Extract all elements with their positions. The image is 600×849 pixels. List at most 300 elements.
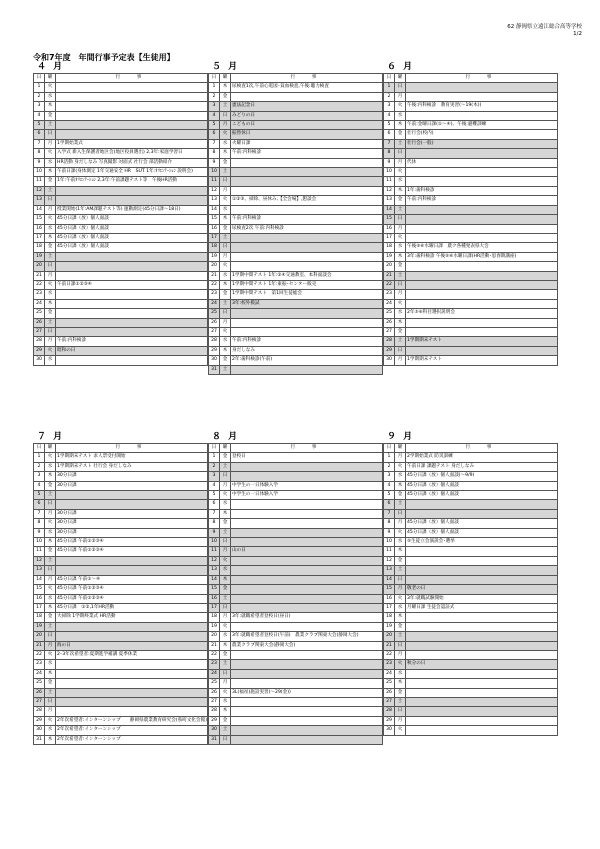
weekday-cell: 水 [220, 632, 231, 641]
table-row [384, 102, 558, 111]
month-title: ４ 月 [37, 62, 65, 72]
event-cell [406, 168, 558, 177]
day-cell: 30 [34, 726, 45, 735]
table-row [384, 472, 558, 481]
table-row [34, 519, 208, 528]
day-cell: 29 [384, 346, 395, 355]
month-table [208, 443, 383, 745]
day-cell: 19 [34, 252, 45, 261]
event-cell: 秋分の日 [406, 660, 558, 669]
weekday-cell: 木 [395, 318, 406, 327]
weekday-cell: 土 [45, 121, 56, 130]
table-row [209, 337, 383, 346]
weekday-cell: 土 [220, 299, 231, 308]
table-row [384, 453, 558, 462]
event-cell: HR活動 身だしなみ 写真撮影 対面式 社行会 部活動紹介 [56, 158, 208, 167]
weekday-cell: 火 [45, 346, 56, 355]
day-cell: 23 [209, 660, 220, 669]
weekday-cell: 木 [45, 669, 56, 678]
event-cell [231, 538, 383, 547]
day-cell: 10 [209, 168, 220, 177]
day-cell: 5 [34, 121, 45, 130]
weekday-cell: 火 [220, 556, 231, 565]
weekday-cell: 火 [220, 196, 231, 205]
event-cell [231, 566, 383, 575]
event-cell [406, 290, 558, 299]
event-cell [56, 327, 208, 336]
event-cell [56, 196, 208, 205]
event-cell: 敬老の日 [406, 585, 558, 594]
event-cell: 45分日課 午前①②③④ [56, 585, 208, 594]
event-cell [56, 491, 208, 500]
weekday-cell: 日 [220, 177, 231, 186]
event-cell [231, 622, 383, 631]
table-row [384, 481, 558, 490]
table-row [209, 365, 383, 374]
table-row [209, 566, 383, 575]
day-cell: 26 [34, 688, 45, 697]
day-cell: 27 [384, 327, 395, 336]
col-header-day: 日 [384, 444, 395, 453]
event-cell: 30分日課 [56, 528, 208, 537]
event-cell [231, 500, 383, 509]
day-cell: 31 [209, 365, 220, 374]
weekday-cell: 水 [220, 697, 231, 706]
day-cell: 17 [34, 233, 45, 242]
event-cell [231, 262, 383, 271]
table-row [384, 519, 558, 528]
table-row [384, 149, 558, 158]
event-cell: 午前:内科検診 [231, 215, 383, 224]
day-cell: 14 [384, 575, 395, 584]
table-row [209, 177, 383, 186]
weekday-cell: 月 [220, 481, 231, 490]
table-row [209, 538, 383, 547]
weekday-cell: 水 [220, 271, 231, 280]
table-row [34, 632, 208, 641]
event-cell: 30分日課 [56, 481, 208, 490]
col-header-weekday: 曜 [45, 444, 56, 453]
table-row [34, 252, 208, 261]
table-row [384, 669, 558, 678]
table-row [34, 735, 208, 744]
weekday-cell: 水 [45, 594, 56, 603]
day-cell: 23 [384, 290, 395, 299]
weekday-cell: 水 [45, 92, 56, 101]
event-cell [406, 622, 558, 631]
weekday-cell: 木 [45, 299, 56, 308]
weekday-cell: 水 [220, 566, 231, 575]
table-row [209, 575, 383, 584]
month-title: ９ 月 [387, 432, 415, 442]
table-row [384, 528, 558, 537]
table-row [384, 726, 558, 735]
col-header-event: 行 事 [231, 444, 383, 453]
table-row [384, 500, 558, 509]
weekday-cell: 木 [220, 215, 231, 224]
day-cell: 9 [384, 158, 395, 167]
day-cell: 24 [34, 299, 45, 308]
day-cell: 10 [34, 538, 45, 547]
event-cell [406, 177, 558, 186]
table-row [34, 707, 208, 716]
event-cell [231, 177, 383, 186]
col-header-day: 日 [209, 74, 220, 83]
day-cell: 29 [209, 346, 220, 355]
day-cell: 15 [34, 585, 45, 594]
event-cell: 45分日課（放）個人面談 [56, 215, 208, 224]
table-row [34, 243, 208, 252]
weekday-cell: 水 [45, 660, 56, 669]
table-row [34, 472, 208, 481]
weekday-cell: 火 [45, 83, 56, 92]
weekday-cell: 水 [395, 177, 406, 186]
table-row [209, 243, 383, 252]
day-cell: 28 [34, 707, 45, 716]
day-cell: 26 [209, 318, 220, 327]
weekday-cell: 日 [220, 243, 231, 252]
table-row [209, 603, 383, 612]
weekday-cell: 金 [45, 679, 56, 688]
weekday-cell: 金 [395, 688, 406, 697]
col-header-event: 行 事 [56, 74, 208, 83]
table-row [384, 575, 558, 584]
table-row [34, 290, 208, 299]
month-title: ８ 月 [212, 432, 240, 442]
day-cell: 27 [384, 697, 395, 706]
table-row [384, 243, 558, 252]
table-row [34, 556, 208, 565]
day-cell: 24 [209, 299, 220, 308]
day-cell: 9 [384, 528, 395, 537]
table-row [384, 233, 558, 242]
weekday-cell: 金 [220, 290, 231, 299]
event-cell [406, 641, 558, 650]
weekday-cell: 月 [220, 547, 231, 556]
day-cell: 25 [209, 679, 220, 688]
weekday-cell: 月 [395, 585, 406, 594]
table-row [34, 271, 208, 280]
event-cell: 尿検査1次,午前心電図･貧血検査,午後:聴力検査 [231, 83, 383, 92]
day-cell: 7 [34, 509, 45, 518]
day-cell: 22 [209, 280, 220, 289]
table-row [209, 356, 383, 365]
table-row [34, 575, 208, 584]
table-row [34, 688, 208, 697]
event-cell [231, 585, 383, 594]
table-row [384, 679, 558, 688]
weekday-cell: 金 [220, 356, 231, 365]
weekday-cell: 水 [395, 309, 406, 318]
school-name: 62 静岡県立遠江総合高等学校 [507, 24, 582, 30]
day-cell: 27 [34, 697, 45, 706]
day-cell: 19 [209, 252, 220, 261]
table-row [34, 262, 208, 271]
event-cell [406, 566, 558, 575]
table-row [209, 707, 383, 716]
day-cell: 7 [209, 509, 220, 518]
table-row [34, 139, 208, 148]
weekday-cell: 月 [45, 509, 56, 518]
weekday-cell: 土 [45, 688, 56, 697]
weekday-cell: 水 [220, 337, 231, 346]
weekday-cell: 日 [395, 346, 406, 355]
event-cell [231, 697, 383, 706]
event-cell [406, 215, 558, 224]
table-row [209, 519, 383, 528]
event-cell: 壮行会(一般) [406, 139, 558, 148]
weekday-cell: 土 [45, 186, 56, 195]
table-row [384, 697, 558, 706]
day-cell: 6 [209, 500, 220, 509]
weekday-cell: 土 [395, 566, 406, 575]
weekday-cell: 月 [220, 318, 231, 327]
event-cell [231, 679, 383, 688]
day-cell: 16 [384, 594, 395, 603]
event-cell [406, 224, 558, 233]
table-row [34, 318, 208, 327]
event-cell: 1年:午前ｵﾘｴﾝﾃｰｼｮﾝ 2,3年:午前課題テスト等 午後HR活動 [56, 177, 208, 186]
weekday-cell: 金 [220, 585, 231, 594]
weekday-cell: 木 [45, 735, 56, 744]
weekday-cell: 水 [45, 224, 56, 233]
day-cell: 24 [34, 669, 45, 678]
weekday-cell: 火 [220, 130, 231, 139]
weekday-cell: 金 [220, 519, 231, 528]
table-row [34, 92, 208, 101]
event-cell [406, 318, 558, 327]
day-cell: 3 [384, 472, 395, 481]
month-title: ６ 月 [387, 62, 415, 72]
table-header-row [209, 74, 383, 83]
event-cell: 入学式 新入生保護者地区会(地区役員選出) 2,3年:家庭学習日 [56, 149, 208, 158]
event-cell [231, 660, 383, 669]
weekday-cell: 日 [395, 215, 406, 224]
day-cell: 6 [384, 500, 395, 509]
day-cell: 28 [384, 337, 395, 346]
day-cell: 25 [34, 679, 45, 688]
day-cell: 10 [34, 168, 45, 177]
weekday-cell: 金 [45, 613, 56, 622]
event-cell: 1学期中間テスト 第1回生徒総会 [231, 290, 383, 299]
event-cell: 午前日課(身体測定 1年交通安全 HR SUT 1年:ｵﾘｴﾝﾃｰｼｮﾝ 説明会) [56, 168, 208, 177]
table-row [384, 121, 558, 130]
weekday-cell: 月 [395, 519, 406, 528]
table-row [34, 121, 208, 130]
col-header-day: 日 [384, 74, 395, 83]
weekday-cell: 火 [395, 102, 406, 111]
weekday-cell: 火 [45, 215, 56, 224]
event-cell: 身だしなみ [231, 346, 383, 355]
weekday-cell: 水 [395, 111, 406, 120]
day-cell: 26 [34, 318, 45, 327]
table-row [34, 149, 208, 158]
table-row [34, 309, 208, 318]
weekday-cell: 月 [395, 224, 406, 233]
table-row [34, 528, 208, 537]
event-cell [406, 556, 558, 565]
event-cell: 午後⑤⑥水曜日課 農ク各種発表県大会 [406, 243, 558, 252]
day-cell: 3 [34, 472, 45, 481]
day-cell: 19 [209, 622, 220, 631]
event-cell: 農業クラブ関東大会(静岡大会) [231, 641, 383, 650]
weekday-cell: 月 [45, 205, 56, 214]
day-cell: 25 [384, 309, 395, 318]
day-cell: 2 [209, 462, 220, 471]
table-row [384, 491, 558, 500]
weekday-cell: 木 [220, 575, 231, 584]
col-header-event: 行 事 [56, 444, 208, 453]
table-row [384, 632, 558, 641]
weekday-cell: 土 [220, 365, 231, 374]
event-cell [56, 688, 208, 697]
day-cell: 18 [34, 613, 45, 622]
table-row [34, 669, 208, 678]
weekday-cell: 月 [45, 139, 56, 148]
weekday-cell: 土 [395, 697, 406, 706]
weekday-cell: 木 [220, 509, 231, 518]
day-cell: 28 [384, 707, 395, 716]
event-cell: 45分日課（放）個人面談 [56, 224, 208, 233]
weekday-cell: 日 [45, 130, 56, 139]
event-cell [56, 83, 208, 92]
day-cell: 18 [209, 243, 220, 252]
day-cell: 6 [34, 130, 45, 139]
event-cell: 45分日課（放）個人面談 [56, 243, 208, 252]
day-cell: 23 [34, 290, 45, 299]
weekday-cell: 木 [220, 641, 231, 650]
col-header-weekday: 曜 [220, 444, 231, 453]
event-cell: 海の日 [56, 641, 208, 650]
event-cell: 午前日課①②③④ [56, 280, 208, 289]
day-cell: 8 [34, 519, 45, 528]
day-cell: 5 [384, 491, 395, 500]
event-cell: 30分日課 [56, 472, 208, 481]
event-cell [406, 688, 558, 697]
table-row [209, 669, 383, 678]
table-row [209, 594, 383, 603]
weekday-cell: 日 [395, 707, 406, 716]
day-cell: 16 [384, 224, 395, 233]
event-cell: 午後:内科検診 教育実習(～19(木)) [406, 102, 558, 111]
weekday-cell: 火 [45, 149, 56, 158]
table-row [34, 622, 208, 631]
table-row [209, 472, 383, 481]
weekday-cell: 日 [395, 509, 406, 518]
day-cell: 30 [384, 356, 395, 365]
day-cell: 4 [209, 111, 220, 120]
day-cell: 4 [34, 111, 45, 120]
table-row [384, 327, 558, 336]
table-row [384, 309, 558, 318]
weekday-cell: 日 [220, 472, 231, 481]
event-cell [231, 509, 383, 518]
table-row [384, 205, 558, 214]
weekday-cell: 火 [45, 585, 56, 594]
event-cell [406, 111, 558, 120]
event-cell: 45分日課（放）個人面談(～9/9) [406, 472, 558, 481]
table-row [384, 111, 558, 120]
table-row [34, 356, 208, 365]
weekday-cell: 木 [395, 186, 406, 195]
event-cell [56, 622, 208, 631]
school-header [507, 24, 582, 38]
weekday-cell: 金 [395, 556, 406, 565]
event-cell [406, 697, 558, 706]
month-block [33, 432, 208, 745]
table-row [34, 111, 208, 120]
weekday-cell: 日 [45, 262, 56, 271]
weekday-cell: 土 [220, 660, 231, 669]
table-row [209, 641, 383, 650]
event-cell: 1学期期末テスト 求人票受付開始 [56, 453, 208, 462]
event-cell [406, 346, 558, 355]
event-cell [406, 299, 558, 308]
weekday-cell: 水 [395, 538, 406, 547]
event-cell [406, 92, 558, 101]
weekday-cell: 金 [220, 650, 231, 659]
event-cell [406, 500, 558, 509]
day-cell: 17 [34, 603, 45, 612]
weekday-cell: 水 [45, 528, 56, 537]
day-cell: 13 [384, 196, 395, 205]
day-cell: 11 [384, 547, 395, 556]
event-cell: 45分日課 ①②,1年HR活動 [56, 603, 208, 612]
event-cell: 月曜日課 生徒会認証式 [406, 603, 558, 612]
table-row [209, 660, 383, 669]
table-row [384, 660, 558, 669]
day-cell: 7 [34, 139, 45, 148]
table-row [34, 594, 208, 603]
day-cell: 5 [209, 121, 220, 130]
event-cell: 1学期中間テスト 1年:②④交通教室、本科面談会 [231, 271, 383, 280]
table-row [209, 491, 383, 500]
table-row [34, 538, 208, 547]
day-cell: 2 [209, 92, 220, 101]
month-block [208, 432, 383, 745]
weekday-cell: 水 [395, 669, 406, 678]
day-cell: 25 [209, 309, 220, 318]
event-cell: 2年⑤⑥科目選択説明会 [406, 309, 558, 318]
event-cell: 振替休日 [231, 130, 383, 139]
weekday-cell: 日 [395, 83, 406, 92]
table-header-row [209, 444, 383, 453]
day-cell: 23 [384, 660, 395, 669]
weekday-cell: 火 [395, 660, 406, 669]
table-row [209, 205, 383, 214]
day-cell: 17 [384, 603, 395, 612]
table-row [384, 337, 558, 346]
event-cell [406, 613, 558, 622]
table-row [34, 158, 208, 167]
day-cell: 5 [384, 121, 395, 130]
day-cell: 26 [384, 318, 395, 327]
event-cell [56, 252, 208, 261]
day-cell: 16 [209, 224, 220, 233]
table-header-row [34, 444, 208, 453]
day-cell: 18 [384, 613, 395, 622]
event-cell [406, 669, 558, 678]
event-cell [231, 318, 383, 327]
day-cell: 27 [209, 697, 220, 706]
weekday-cell: 金 [220, 158, 231, 167]
weekday-cell: 土 [220, 168, 231, 177]
month-block [383, 62, 558, 366]
event-cell [406, 327, 558, 336]
month-block [33, 62, 208, 366]
day-cell: 14 [209, 575, 220, 584]
event-cell [406, 575, 558, 584]
